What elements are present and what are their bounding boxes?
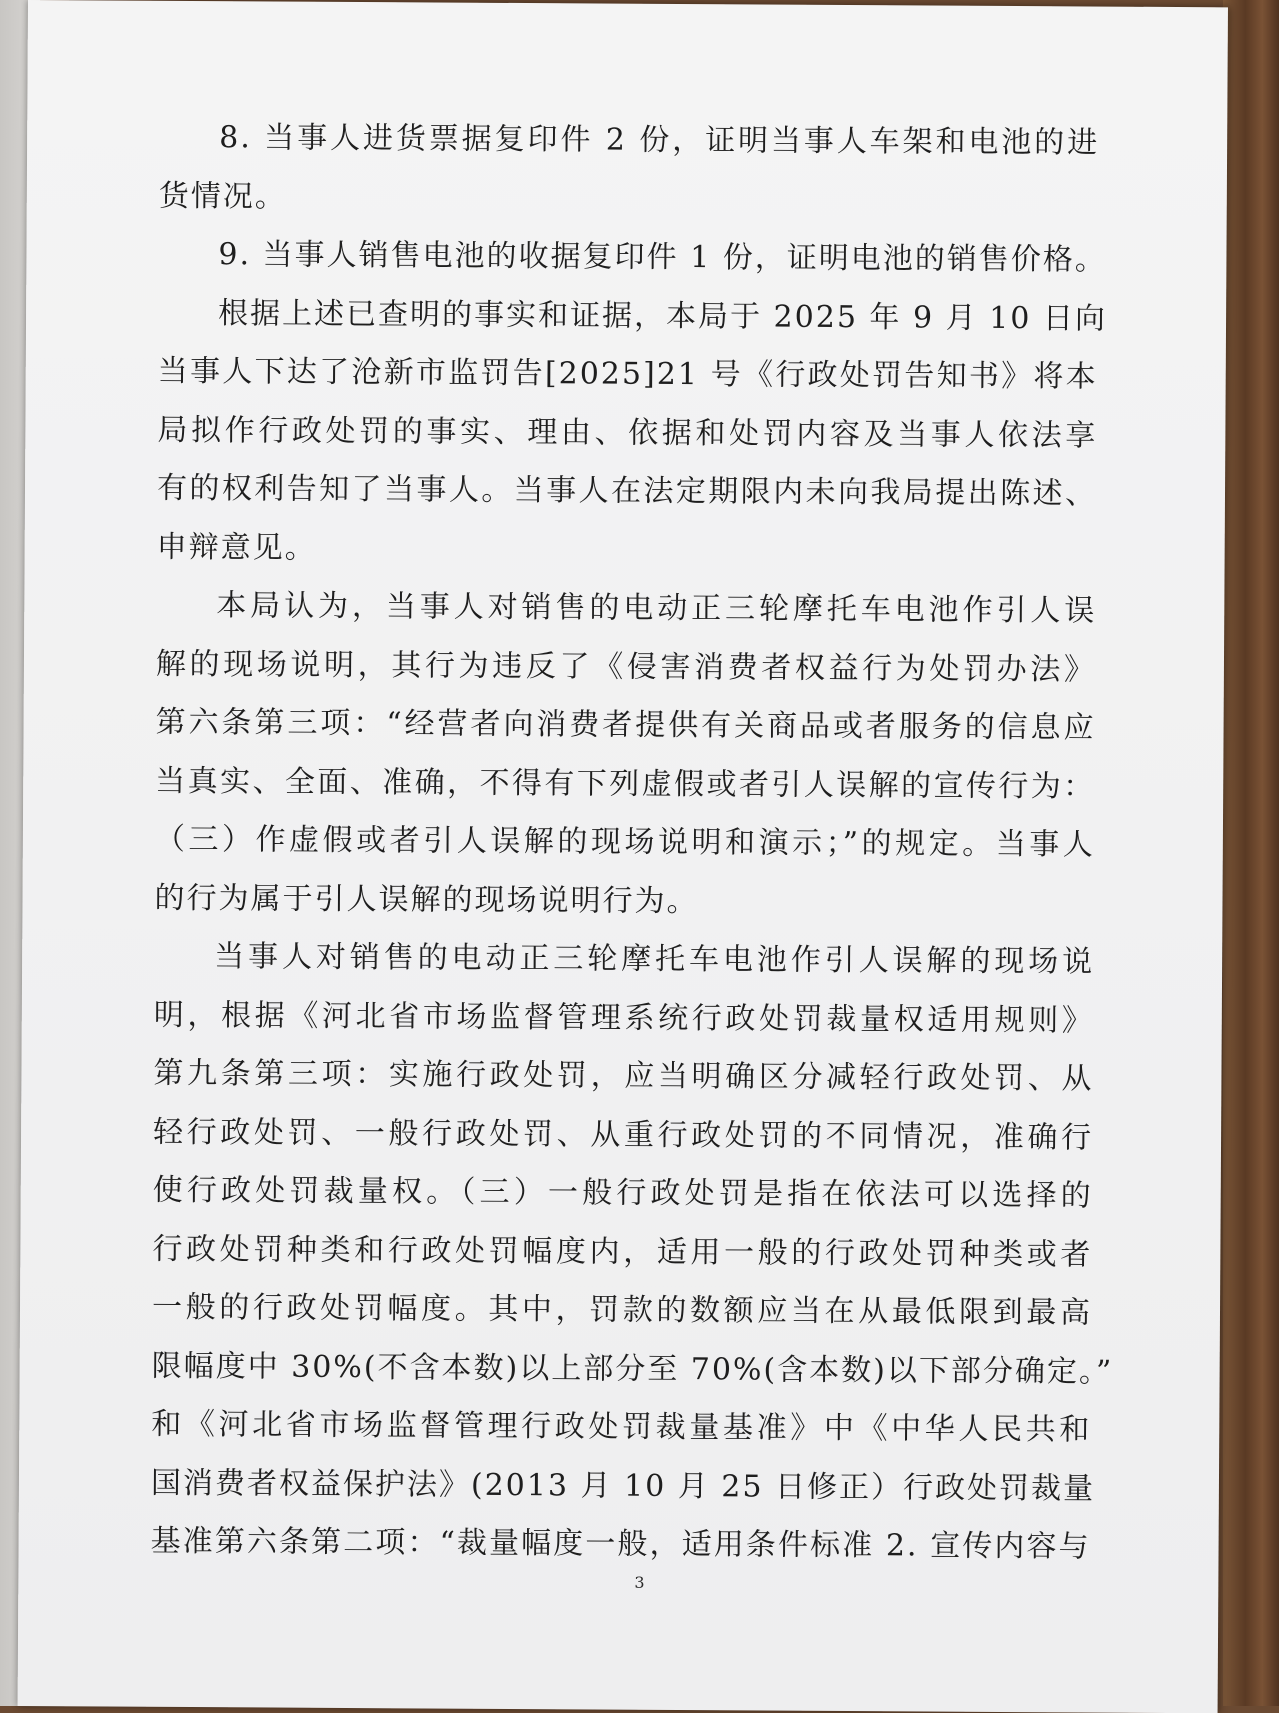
text-line: 当事人对销售的电动正三轮摩托车电池作引人误解的现场说 — [214, 939, 1095, 980]
text-line: 当事人下达了沧新市监罚告[2025]21 号《行政处罚告知书》将本 — [157, 353, 1098, 395]
text-line: 货情况。 — [158, 178, 287, 215]
text-line: 9. 当事人销售电池的收据复印件 1 份，证明电池的销售价格。 — [218, 237, 1107, 278]
text-line: 的行为属于引人误解的现场说明行为。 — [154, 880, 699, 919]
text-line: 使行政处罚裁量权。（三）一般行政处罚是指在依法可以选择的 — [152, 1172, 1093, 1214]
text-line: 局拟作行政处罚的事实、理由、依据和处罚内容及当事人依法享 — [157, 412, 1098, 454]
text-line: 明，根据《河北省市场监督管理系统行政处罚裁量权适用规则》 — [153, 997, 1094, 1039]
text-line: 基准第六条第二项：“裁量幅度一般，适用条件标准 2. 宣传内容与 — [150, 1523, 1091, 1565]
text-line: 轻行政处罚、一般行政处罚、从重行政处罚的不同情况，准确行 — [152, 1114, 1094, 1156]
text-line: （三）作虚假或者引人误解的现场说明和演示；”的规定。当事人 — [154, 821, 1095, 863]
text-line: 8. 当事人进货票据复印件 2 份，证明当事人车架和电池的进 — [219, 120, 1100, 161]
page-number: 3 — [634, 1573, 645, 1592]
text-line: 国消费者权益保护法》(2013 月 10 月 25 日修正）行政处罚裁量 — [150, 1465, 1096, 1507]
text-line: 当真实、全面、准确，不得有下列虚假或者引人误解的宣传行为： — [155, 763, 1096, 805]
text-line: 根据上述已查明的事实和证据，本局于 2025 年 9 月 10 日向 — [217, 295, 1108, 337]
text-line: 申辩意见。 — [156, 529, 317, 566]
text-line: 第九条第三项：实施行政处罚，应当明确区分减轻行政处罚、从 — [153, 1055, 1094, 1097]
text-line: 第六条第三项：“经营者向消费者提供有关商品或者服务的信息应 — [155, 704, 1096, 746]
text-line: 一般的行政处罚幅度。其中，罚款的数额应当在从最低限到最高 — [151, 1289, 1093, 1331]
text-line: 本局认为，当事人对销售的电动正三轮摩托车电池作引人误 — [216, 588, 1097, 629]
text-line: 解的现场说明，其行为违反了《侵害消费者权益行为处罚办法》 — [155, 646, 1097, 688]
text-line: 限幅度中 30%(不含本数)以上部分至 70%(含本数)以下部分确定。” — [151, 1348, 1114, 1390]
wood-table-edge — [1223, 0, 1279, 1706]
text-line: 有的权利告知了当事人。当事人在法定期限内未向我局提出陈述、 — [156, 470, 1098, 512]
text-line: 行政处罚种类和行政处罚幅度内，适用一般的行政处罚种类或者 — [152, 1231, 1093, 1273]
document-page — [18, 0, 1228, 1713]
text-line: 和《河北省市场监督管理行政处罚裁量基准》中《中华人民共和 — [151, 1406, 1092, 1448]
document-body — [150, 109, 1119, 1577]
